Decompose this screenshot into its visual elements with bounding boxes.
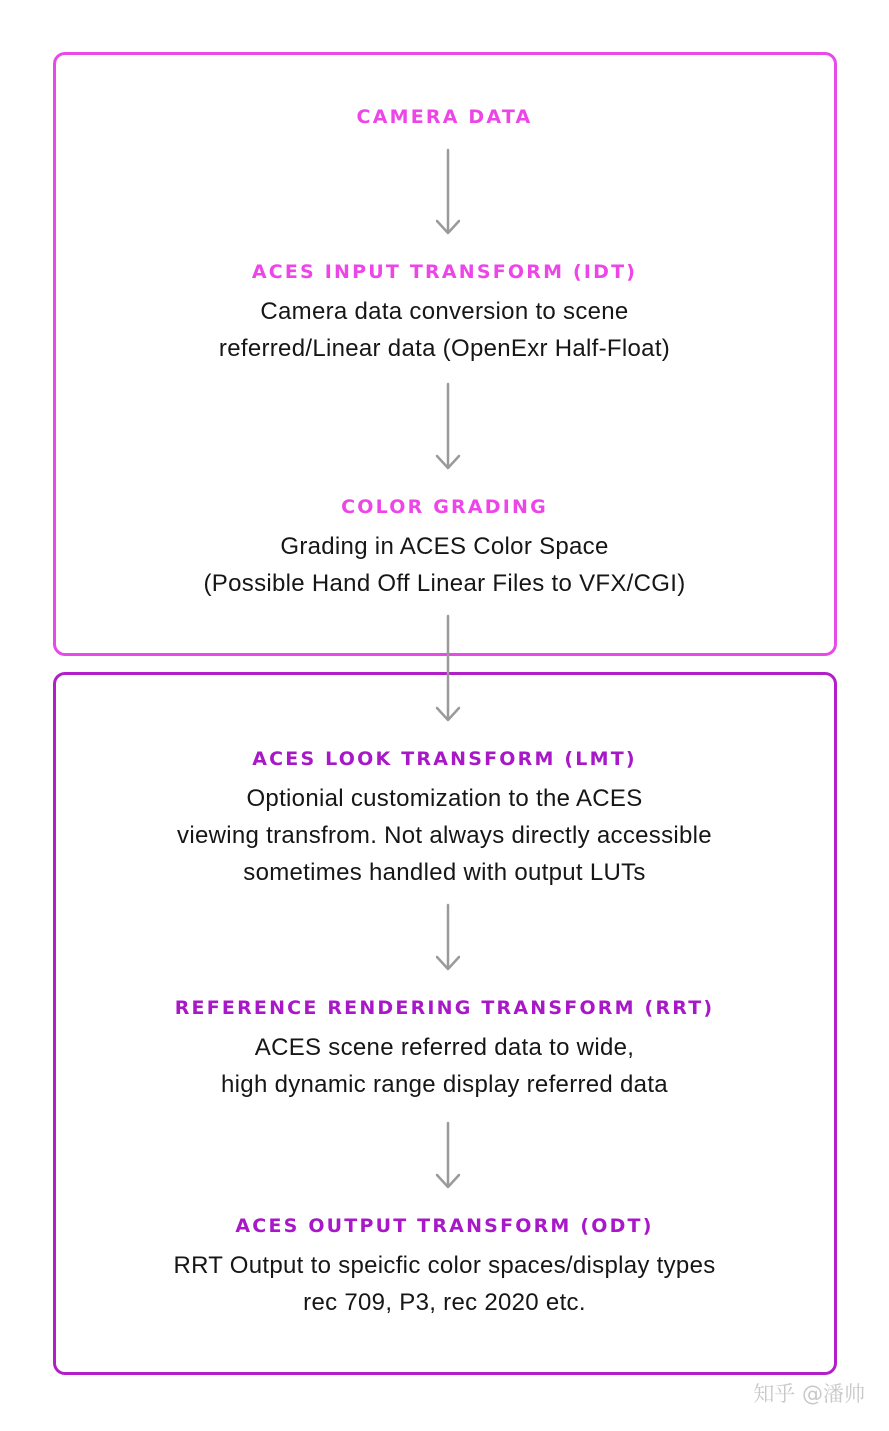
step-title-color-grading: COLOR GRADING <box>341 496 548 518</box>
step-title-look-transform: ACES LOOK TRANSFORM (LMT) <box>252 748 637 770</box>
description-line: rec 709, P3, rec 2020 etc. <box>303 1289 586 1316</box>
step-description-color-grading <box>0 528 889 602</box>
watermark: 知乎 @潘帅 <box>753 1382 865 1406</box>
step-description-output-transform <box>0 1247 889 1321</box>
step-description-input-transform <box>0 293 889 367</box>
step-title-output-transform: ACES OUTPUT TRANSFORM (ODT) <box>235 1215 654 1237</box>
description-line: viewing transfrom. Not always directly accessible <box>177 822 712 849</box>
step-title-input-transform: ACES INPUT TRANSFORM (IDT) <box>251 261 638 283</box>
description-line: Camera data conversion to scene <box>260 298 629 325</box>
step-title-reference-rendering-transform: REFERENCE RENDERING TRANSFORM (RRT) <box>174 997 715 1019</box>
description-line: Optionial customization to the ACES <box>246 785 643 812</box>
description-line: (Possible Hand Off Linear Files to VFX/CGI) <box>203 570 686 597</box>
description-line: high dynamic range display referred data <box>221 1071 668 1098</box>
description-line: referred/Linear data (OpenExr Half-Float) <box>218 335 671 362</box>
description-line: RRT Output to speicfic color spaces/display types <box>173 1252 716 1279</box>
description-line: sometimes handled with output LUTs <box>243 859 646 886</box>
step-title-camera-data: CAMERA DATA <box>356 106 533 128</box>
step-description-reference-rendering-transform <box>0 1029 889 1103</box>
description-line: ACES scene referred data to wide, <box>254 1034 635 1061</box>
step-description-look-transform <box>0 780 889 891</box>
description-line: Grading in ACES Color Space <box>280 533 609 560</box>
